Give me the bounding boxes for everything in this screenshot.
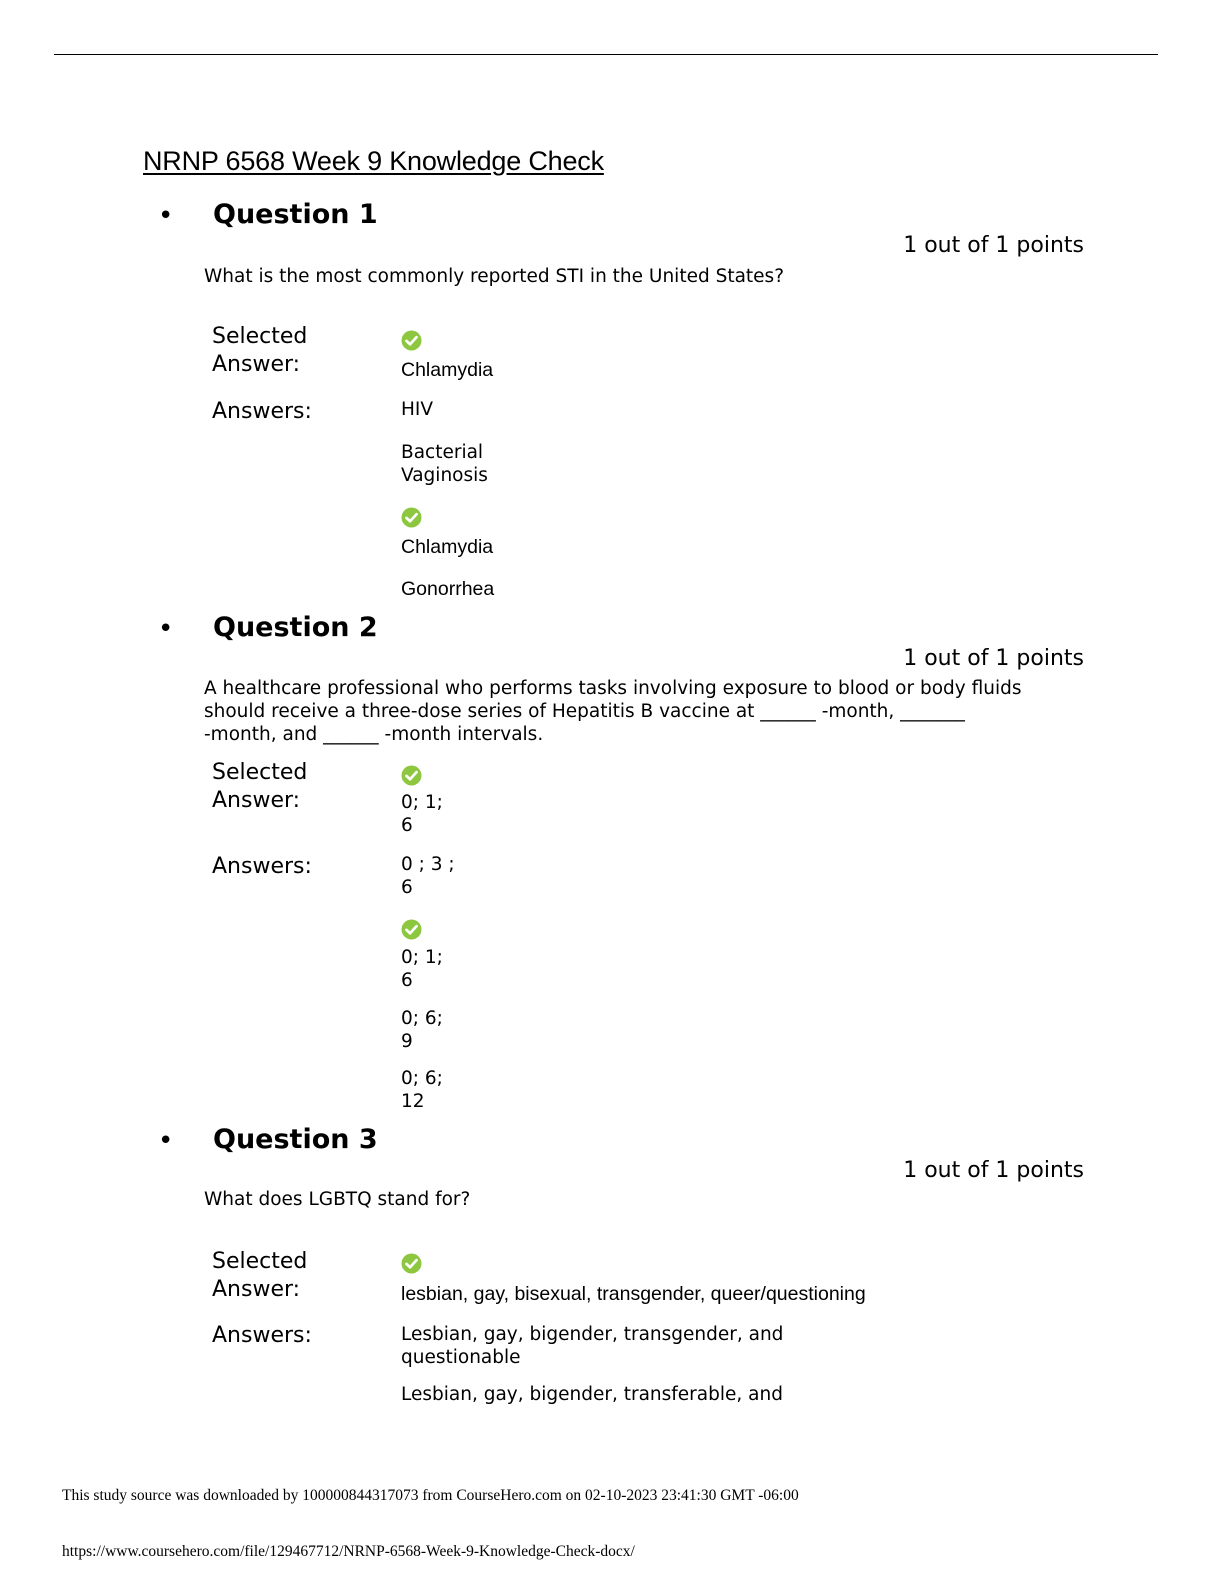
answer-option: HIV (401, 399, 434, 420)
selected-answer-value: 0; 1; 6 (401, 792, 443, 836)
answer-option: 0; 6; 12 (401, 1068, 443, 1112)
bullet: • (158, 614, 174, 644)
points-score: 1 out of 1 points (903, 646, 1084, 671)
top-rule (54, 54, 1158, 55)
question-text: What does LGBTQ stand for? (204, 1189, 471, 1210)
check-circle-icon (401, 330, 422, 351)
answers-label: Answers: (212, 854, 312, 879)
answers-label: Answers: (212, 399, 312, 424)
answer-option: 0 ; 3 ; 6 (401, 854, 455, 898)
page-title: NRNP 6568 Week 9 Knowledge Check (143, 146, 604, 176)
selected-answer-label: Selected Answer: (212, 1249, 308, 1302)
check-circle-icon (401, 1253, 422, 1274)
bullet: • (158, 201, 174, 231)
answer-option: 0; 6; 9 (401, 1008, 443, 1052)
selected-answer-value: Chlamydia (401, 359, 494, 381)
question-text: What is the most commonly reported STI in the United States? (204, 266, 785, 287)
answer-option-correct: Chlamydia (401, 536, 494, 558)
check-circle-icon (401, 919, 422, 940)
selected-answer-value: lesbian, gay, bisexual, transgender, queer/questioning (401, 1283, 866, 1305)
bullet: • (158, 1126, 174, 1156)
source-url-link[interactable]: https://www.coursehero.com/file/129467712/NRNP-6568-Week-9-Knowledge-Check-docx/ (62, 1543, 635, 1560)
check-circle-icon (401, 507, 422, 528)
selected-answer-label: Selected Answer: (212, 324, 308, 377)
points-score: 1 out of 1 points (903, 233, 1084, 258)
question-heading: Question 3 (213, 1124, 378, 1155)
question-text: A healthcare professional who performs tasks involving exposure to blood or body fluids should receive a three-dose series of Hepatitis B vaccine at ______ -month, _______ -month, and ______ -month intervals. (204, 678, 1022, 745)
points-score: 1 out of 1 points (903, 1158, 1084, 1183)
answer-option-correct: 0; 1; 6 (401, 947, 443, 991)
answers-label: Answers: (212, 1323, 312, 1348)
selected-answer-label: Selected Answer: (212, 760, 308, 813)
answer-option: Gonorrhea (401, 578, 495, 600)
question-heading: Question 2 (213, 612, 378, 643)
question-heading: Question 1 (213, 199, 378, 230)
answer-option: Lesbian, gay, bigender, transgender, and questionable (401, 1324, 784, 1368)
answer-option: Lesbian, gay, bigender, transferable, and (401, 1384, 783, 1405)
download-source-note: This study source was downloaded by 100000844317073 from CourseHero.com on 02-10-2023 23:41:30 GMT -06:00 (62, 1487, 799, 1504)
answer-option: Bacterial Vaginosis (401, 442, 488, 486)
check-circle-icon (401, 765, 422, 786)
